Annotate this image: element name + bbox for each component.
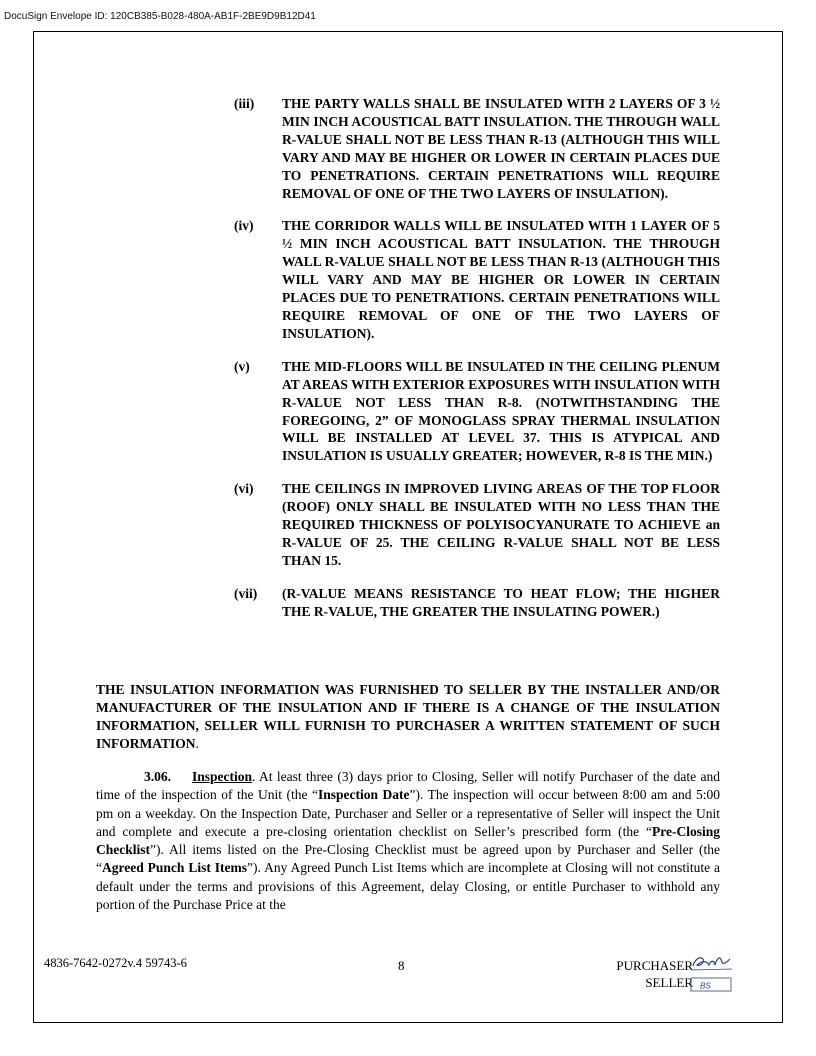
purchaser-initials-label: PURCHASER [616,958,693,973]
list-item [234,95,720,202]
purchaser-initials-signature [690,950,734,974]
defined-term-inspection-date: Inspection Date [317,787,410,803]
item-text: THE CORRIDOR WALLS WILL BE INSULATED WITH 1 LAYER OF 5 ½ MIN INCH ACOUSTICAL BATT INSULATION. THE THROUGH WALL R-VALUE SHALL NOT BE LESS THAN R-13 (ALTHOUGH THIS WILL VARY AND MAY BE HIGHER OR LOWER IN CERTAIN PLACES DUE TO PENETRATIONS. CERTAIN PENETRATIONS WILL REQUIRE REMOVAL OF ONE OF THE TWO LAYERS OF INSULATION). [282,218,720,341]
section-text-1: . At least three (3) days prior to Closing, Seller will notify Purchaser of the date and time of the inspection of the Unit (the “ [96,769,720,803]
item-number: (vi) [234,481,254,497]
section-text-4: ”). Any Agreed Punch List Items which are incomplete at Closing will not constitute a default under the terms and provisions of this Agreement, delay Closing, or entitle Purchaser to withhold any portion of the Purchase Price at the [96,860,720,913]
section-3-06-inspection [96,768,720,914]
item-text: THE PARTY WALLS SHALL BE INSULATED WITH 2 LAYERS OF 3 ½ MIN INCH ACOUSTICAL BATT INSULATION. THE THROUGH WALL R-VALUE SHALL NOT BE LESS THAN R-13 (ALTHOUGH THIS WILL VARY AND MAY BE HIGHER OR LOWER IN CERTAIN PLACES DUE TO PENETRATIONS. CERTAIN PENETRATIONS WILL REQUIRE REMOVAL OF ONE OF THE TWO LAYERS OF INSULATION). [282,96,720,201]
footer-document-id: 4836-7642-0272v.4 59743-6 [44,956,187,970]
item-number: (v) [234,358,250,374]
item-number: (iii) [234,96,255,111]
insulation-notice-paragraph [96,681,720,753]
defined-term-agreed-punch-list-items: Agreed Punch List Items [102,860,248,876]
section-text-2: ”). The inspection will occur between 8:00 am and 5:00 pm on a weekday. On the Inspection Date, Purchaser and Seller or a representative of Seller will inspect the Unit and complete and execute a pre-closing orientation checklist on Seller’s prescribed form (the “ [96,787,720,839]
section-number: 3.06. [144,769,171,784]
notice-text: THE INSULATION INFORMATION WAS FURNISHED TO SELLER BY THE INSTALLER AND/OR MANUFACTURER OF THE INSULATION AND IF THERE IS A CHANGE OF THE INSULATION INFORMATION, SELLER WILL FURNISH TO PURCHASER A WRITTEN STATEMENT OF SUCH INFORMATION [96,682,720,751]
insulation-items-list [234,95,720,636]
list-item [234,585,720,621]
page-number: 8 [398,958,405,973]
seller-initials-label: SELLER [645,975,693,990]
item-text: THE MID-FLOORS WILL BE INSULATED IN THE CEILING PLENUM AT AREAS WITH EXTERIOR EXPOSURES WITH INSULATION WITH R-VALUE NOT LESS THAN R-8. (NOTWITHSTANDING THE FOREGOING, 2” OF MONOGLASS SPRAY THERMAL INSULATION WILL BE INSTALLED AT LEVEL 37. THIS IS ATYPICAL AND INSULATION IS USUALLY GREATER; HOWEVER, R-8 IS THE MIN.) [282,358,720,464]
defined-term-pre-closing-checklist: Pre-Closing Checklist [96,823,720,858]
seller-initials-signature [690,977,734,993]
list-item [234,480,720,570]
list-item [234,358,720,465]
section-heading: Inspection [192,769,253,784]
notice-period: . [195,735,199,751]
item-text: THE CEILINGS IN IMPROVED LIVING AREAS OF THE TOP FLOOR (ROOF) ONLY SHALL BE INSULATED WITH NO LESS THAN THE REQUIRED THICKNESS OF POLYISOCYANURATE TO ACHIEVE an R-VALUE OF 25. THE CEILING R-VALUE SHALL NOT BE LESS THAN 15. [282,481,720,568]
docusign-envelope-id: DocuSign Envelope ID: 120CB385-B028-480A-AB1F-2BE9D9B12D41 [4,11,316,22]
seller-initials-text: BS [700,981,711,991]
item-number: (iv) [234,218,254,234]
item-number: (vii) [234,585,258,601]
item-text: (R-VALUE MEANS RESISTANCE TO HEAT FLOW; THE HIGHER THE R-VALUE, THE GREATER THE INSULATING POWER.) [282,585,720,619]
initials-block [608,957,693,991]
section-text-3: ”). All items listed on the Pre-Closing Checklist must be agreed upon by Purchaser and Seller (the “ [96,842,720,876]
list-item [234,217,720,342]
